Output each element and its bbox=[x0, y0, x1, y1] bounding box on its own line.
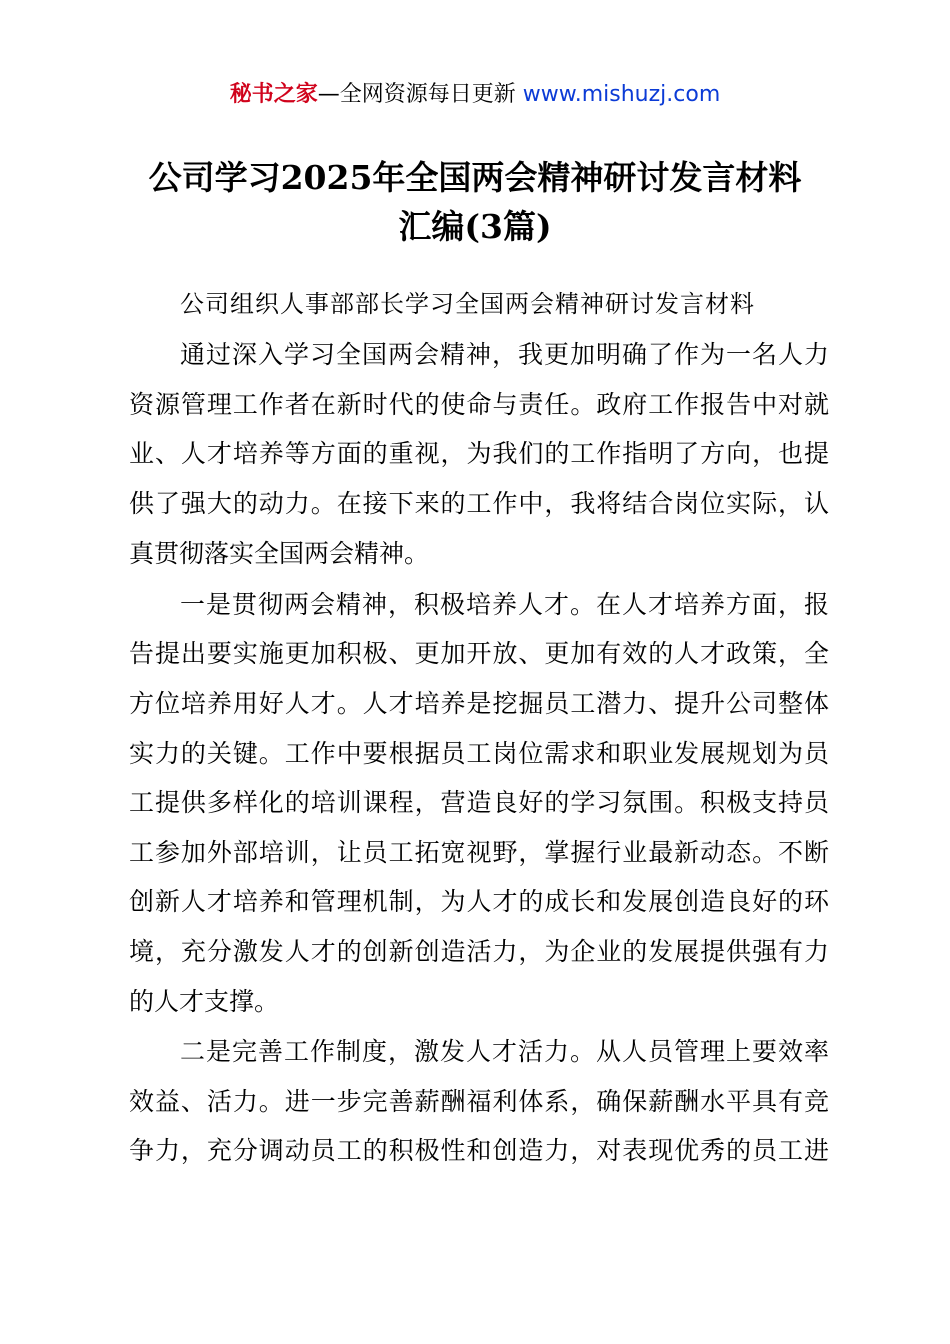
body-line: 的人才支撑。 bbox=[129, 987, 280, 1016]
body-line: 实力的关键。工作中要根据员工岗位需求和职业发展规划为员 bbox=[129, 739, 829, 768]
document-title-line-2: 汇编(3篇) bbox=[398, 207, 552, 246]
body-line: 资源管理工作者在新时代的使命与责任。政府工作报告中对就 bbox=[129, 390, 829, 419]
site-brand: 秘书之家 bbox=[229, 82, 318, 107]
body-line: 工提供多样化的培训课程，营造良好的学习氛围。积极支持员 bbox=[129, 788, 829, 817]
body-line: 二是完善工作制度，激发人才活力。从人员管理上要效率 bbox=[180, 1037, 829, 1066]
body-line: 境，充分激发人才的创新创造活力，为企业的发展提供强有力 bbox=[129, 937, 829, 966]
site-tagline: —全网资源每日更新 bbox=[317, 82, 523, 107]
site-url-link[interactable]: www.mishuzj.com bbox=[522, 82, 721, 107]
body-line: 业、人才培养等方面的重视，为我们的工作指明了方向，也提 bbox=[129, 439, 829, 468]
document-title-line-1: 公司学习2025年全国两会精神研讨发言材料 bbox=[148, 158, 802, 197]
body-line: 效益、活力。进一步完善薪酬福利体系，确保薪酬水平具有竞 bbox=[129, 1087, 829, 1116]
document-subtitle: 公司组织人事部部长学习全国两会精神研讨发言材料 bbox=[180, 290, 755, 318]
body-line: 供了强大的动力。在接下来的工作中，我将结合岗位实际，认 bbox=[129, 489, 829, 518]
body-line: 创新人才培养和管理机制，为人才的成长和发展创造良好的环 bbox=[129, 887, 829, 916]
body-line: 方位培养用好人才。人才培养是挖掘员工潜力、提升公司整体 bbox=[129, 689, 829, 718]
body-line: 一是贯彻两会精神，积极培养人才。在人才培养方面，报 bbox=[180, 590, 829, 619]
body-line: 真贯彻落实全国两会精神。 bbox=[129, 539, 430, 568]
site-header bbox=[0, 78, 950, 112]
body-line: 告提出要实施更加积极、更加开放、更加有效的人才政策，全 bbox=[129, 639, 829, 668]
body-line: 工参加外部培训，让员工拓宽视野，掌握行业最新动态。不断 bbox=[129, 838, 829, 867]
body-line: 争力，充分调动员工的积极性和创造力，对表现优秀的员工进 bbox=[129, 1136, 829, 1165]
body-line: 通过深入学习全国两会精神，我更加明确了作为一名人力 bbox=[180, 340, 829, 369]
